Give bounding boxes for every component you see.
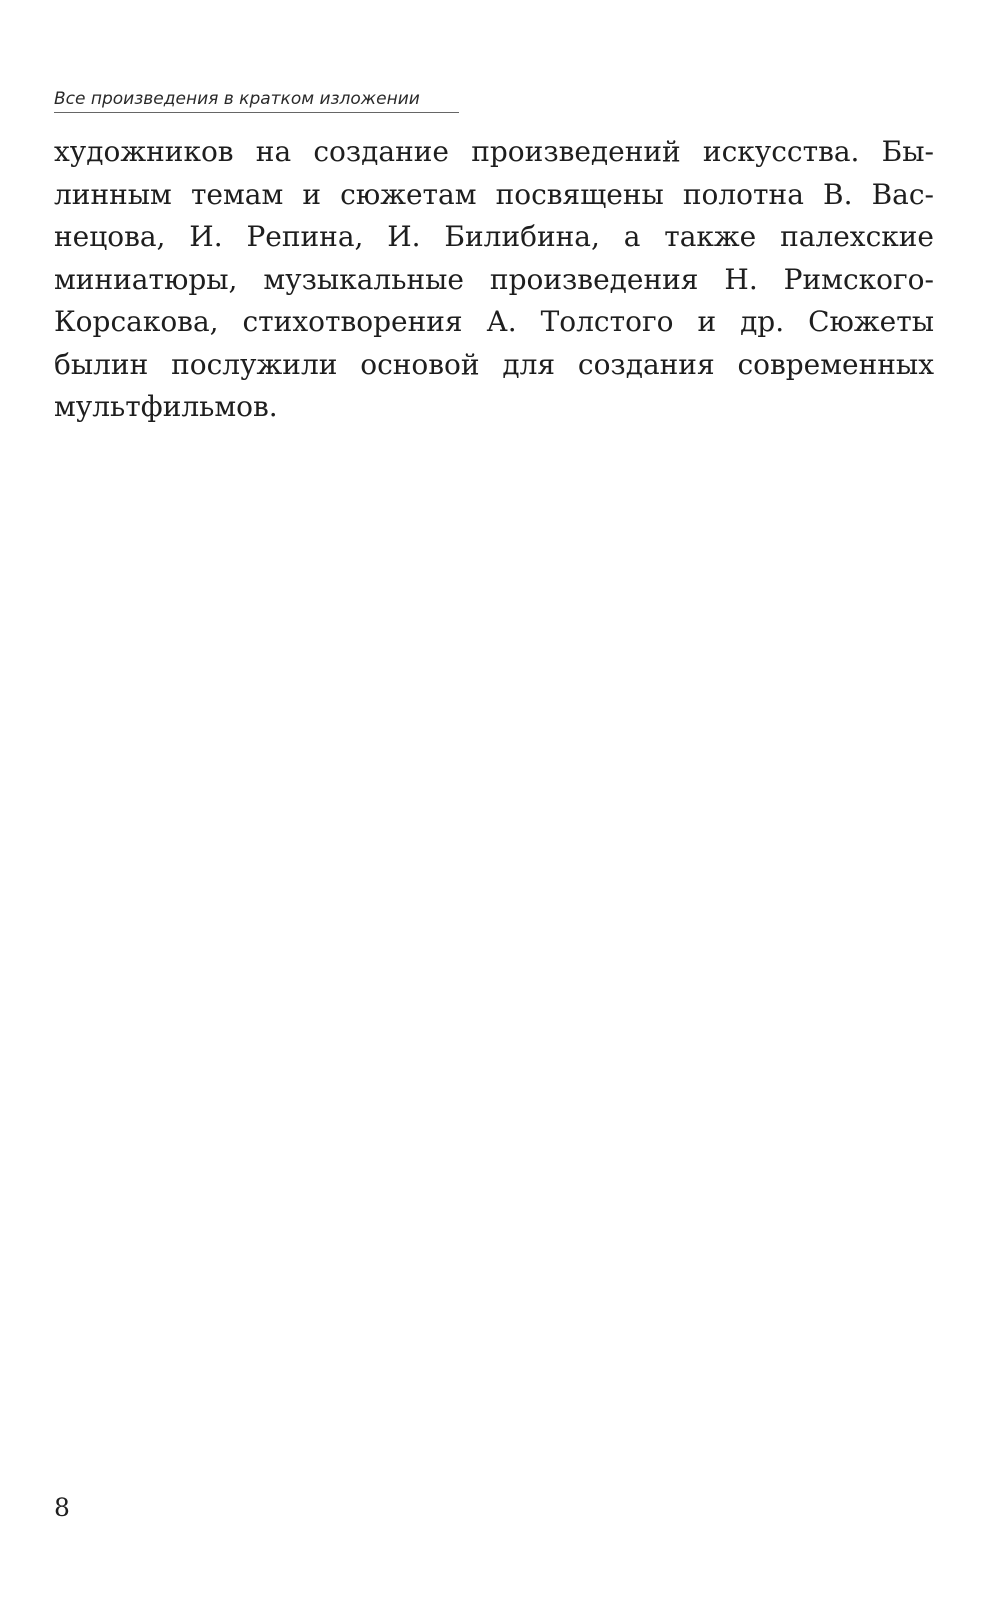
- text-line: художников на создание произведений искусства. Бы-: [54, 135, 934, 168]
- body-paragraph: [54, 131, 934, 429]
- page-number: 8: [54, 1493, 70, 1522]
- text-line: Корсакова, стихотворения А. Толстого и др. Сюжеты: [54, 305, 934, 338]
- text-line: мультфильмов.: [54, 390, 278, 423]
- text-line: былин послужили основой для создания современных: [54, 347, 934, 381]
- text-line: линным темам и сюжетам посвящены полотна В. Вас-: [54, 177, 934, 211]
- text-line: нецова, И. Репина, И. Билибина, а также палехские: [54, 220, 934, 253]
- text-line: миниатюры, музыкальные произведения Н. Римского-: [54, 262, 934, 296]
- running-header: Все произведения в кратком изложении: [54, 88, 459, 113]
